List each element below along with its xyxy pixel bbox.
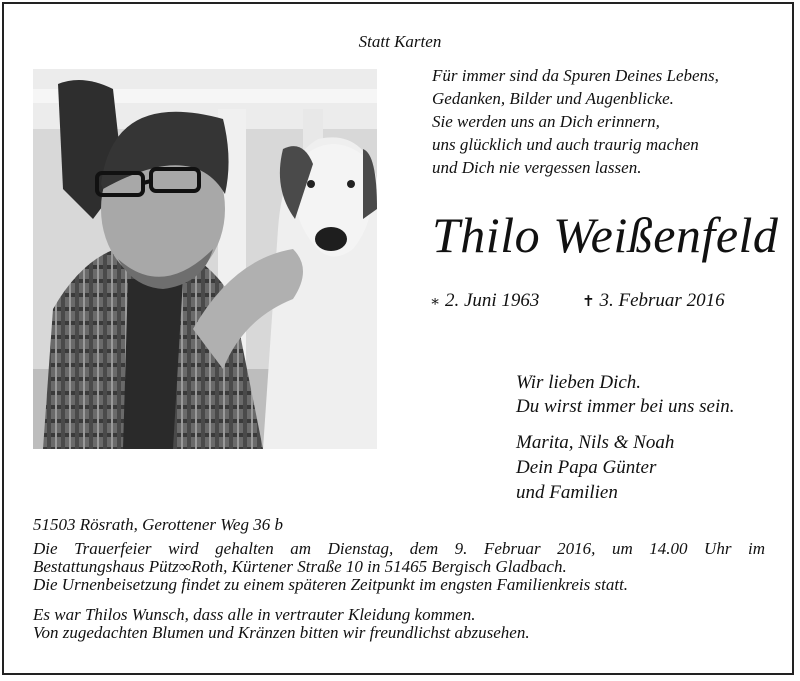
- details-line: Von zugedachten Blumen und Kränzen bitten wir freundlichst abzusehen.: [33, 623, 530, 642]
- family-address: 51503 Rösrath, Gerottener Weg 36 b: [33, 515, 283, 534]
- poem-line: Sie werden uns an Dich erinnern,: [432, 112, 660, 131]
- poem-line: und Dich nie vergessen lassen.: [432, 158, 642, 177]
- message-line: Du wirst immer bei uns sein.: [516, 396, 735, 417]
- details-line: Es war Thilos Wunsch, dass alle in vertrauter Kleidung kommen.: [33, 605, 476, 624]
- farewell-message: [516, 371, 735, 419]
- birth-star-icon: ∗: [430, 294, 441, 310]
- life-dates: [430, 290, 725, 312]
- poem-line: Gedanken, Bilder und Augenblicke.: [432, 89, 674, 108]
- mourner-line: und Familien: [516, 482, 618, 503]
- statt-karten-heading: Statt Karten: [358, 32, 442, 51]
- deceased-name: Thilo Weißenfeld: [432, 207, 779, 263]
- poem-line: uns glücklich und auch traurig machen: [432, 135, 699, 154]
- portrait-photo: [33, 69, 377, 449]
- poem-line: Für immer sind da Spuren Deines Lebens,: [432, 66, 719, 85]
- details-line: Bestattungshaus Pütz∞Roth, Kürtener Straße 10 in 51465 Bergisch Gladbach.: [33, 557, 567, 576]
- death-date: 3. Februar 2016: [599, 290, 725, 311]
- message-line: Wir lieben Dich.: [516, 372, 642, 393]
- mourner-line: Dein Papa Günter: [516, 457, 657, 478]
- poem: [432, 64, 719, 179]
- death-cross-icon: ✝: [582, 294, 595, 310]
- funeral-details: [33, 540, 765, 642]
- details-line: Die Trauerfeier wird gehalten am Dienstag, dem 9. Februar 2016, um 14.00 Uhr im: [33, 539, 765, 558]
- portrait-photo-icon: [33, 69, 377, 449]
- details-line: Die Urnenbeisetzung findet zu einem späteren Zeitpunkt im engsten Familienkreis statt.: [33, 575, 629, 594]
- mourner-line: Marita, Nils & Noah: [516, 432, 675, 453]
- birth-date: 2. Juni 1963: [444, 290, 540, 311]
- mourners-list: [516, 430, 674, 505]
